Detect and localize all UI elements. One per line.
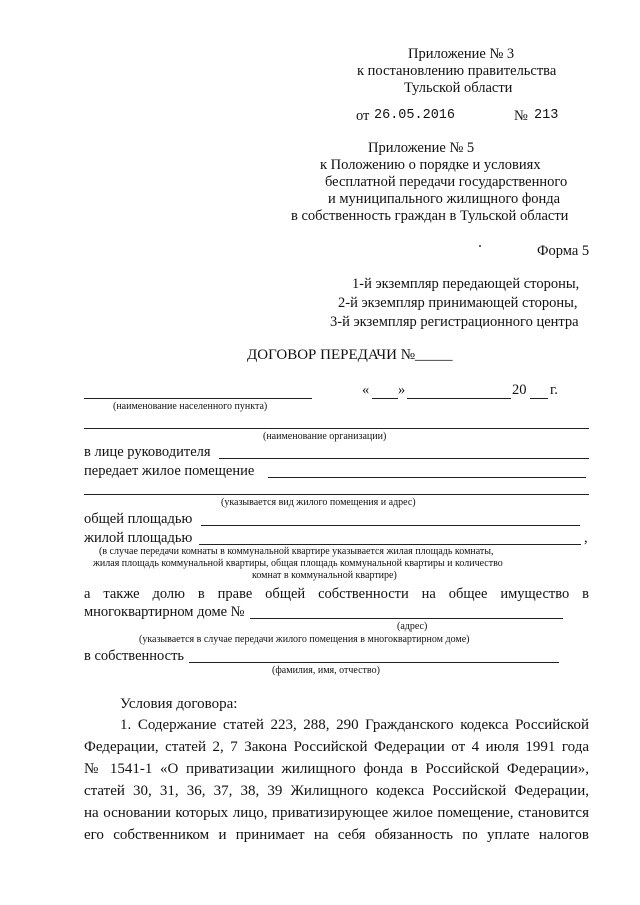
number-prefix: № xyxy=(514,108,528,124)
director-field[interactable] xyxy=(219,458,589,459)
month-field[interactable] xyxy=(407,398,511,399)
premises-address-field[interactable] xyxy=(84,494,589,495)
annex3-title: Приложение № 3 xyxy=(408,46,515,62)
house-number-field[interactable] xyxy=(250,618,563,619)
fio-hint: (фамилия, имя, отчество) xyxy=(272,665,380,676)
organization-hint: (наименование организации) xyxy=(263,431,387,442)
date-prefix: от xyxy=(356,108,370,124)
condition-1-line-2: Федерации, статей 2, 7 Закона Российской Федерации от 4 июля 1991 года xyxy=(84,739,589,755)
day-field[interactable] xyxy=(372,398,398,399)
resolution-date: 26.05.2016 xyxy=(374,108,456,123)
total-area-field[interactable] xyxy=(201,525,580,526)
annex5-title: Приложение № 5 xyxy=(368,140,475,156)
condition-1-line-3: № 1541-1 «О приватизации жилищного фонда в Российской Федерации», xyxy=(84,761,589,777)
owner-name-field[interactable] xyxy=(189,662,559,663)
transfers-label: передает жилое помещение xyxy=(84,463,255,479)
date-close-quote: » xyxy=(398,382,406,398)
living-area-comma: , xyxy=(584,530,588,546)
annex5-line2: бесплатной передачи государственного xyxy=(325,174,568,190)
year-suffix: г. xyxy=(550,382,558,398)
annex3-region: Тульской области xyxy=(404,80,513,96)
apartment-house-label: многоквартирном доме № xyxy=(84,604,245,620)
room-hint-1: (в случае передачи комнаты в коммунальной квартире указывается жилая площадь комнаты, xyxy=(99,546,494,557)
year-field[interactable] xyxy=(530,398,548,399)
living-area-label: жилой площадью xyxy=(84,530,193,546)
contract-title: ДОГОВОР ПЕРЕДАЧИ №_____ xyxy=(247,347,453,363)
resolution-number: 213 xyxy=(534,108,559,123)
annex5-line4: в собственность граждан в Тульской области xyxy=(291,208,569,224)
year-prefix: 20 xyxy=(512,382,527,398)
condition-1-line-1: 1. Содержание статей 223, 288, 290 Гражданского кодекса Российской xyxy=(120,717,589,733)
ownership-label: в собственность xyxy=(84,648,185,664)
condition-1-line-6: его собственником и принимает на себя обязанность по уплате налогов xyxy=(84,827,589,843)
address-hint: (адрес) xyxy=(397,621,428,632)
conditions-heading: Условия договора: xyxy=(120,696,238,712)
copy-3: 3-й экземпляр регистрационного центра xyxy=(330,314,579,330)
room-hint-2: жилая площадь коммунальной квартиры, общая площадь коммунальной квартиры и количество xyxy=(93,558,503,569)
room-hint-3: комнат в коммунальной квартире) xyxy=(252,570,397,581)
annex5-line3: и муниципального жилищного фонда xyxy=(328,191,561,207)
scan-dot xyxy=(479,245,481,247)
represented-by-label: в лице руководителя xyxy=(84,444,211,460)
organization-field[interactable] xyxy=(84,428,589,429)
annex3-to: к постановлению правительства xyxy=(357,63,557,79)
copy-1: 1-й экземпляр передающей стороны, xyxy=(352,276,580,292)
mkd-hint: (указывается в случае передачи жилого помещения в многоквартирном доме) xyxy=(139,634,470,645)
condition-1-line-5: на основании которых лицо, приватизирующее жилое помещение, становится xyxy=(84,805,589,821)
form-label: Форма 5 xyxy=(537,243,590,259)
copy-2: 2-й экземпляр принимающей стороны, xyxy=(338,295,578,311)
date-open-quote: « xyxy=(362,382,370,398)
settlement-hint: (наименование населенного пункта) xyxy=(113,401,268,412)
settlement-field[interactable] xyxy=(84,398,312,399)
living-area-field[interactable] xyxy=(199,544,581,545)
premises-field[interactable] xyxy=(268,477,586,478)
share-line: а также долю в праве общей собственности на общее имущество в xyxy=(84,586,589,602)
premises-hint: (указывается вид жилого помещения и адрес) xyxy=(221,497,416,508)
annex5-line1: к Положению о порядке и условиях xyxy=(320,157,541,173)
total-area-label: общей площадью xyxy=(84,511,193,527)
condition-1-line-4: статей 30, 31, 36, 37, 38, 39 Жилищного кодекса Российской Федерации, xyxy=(84,783,589,799)
